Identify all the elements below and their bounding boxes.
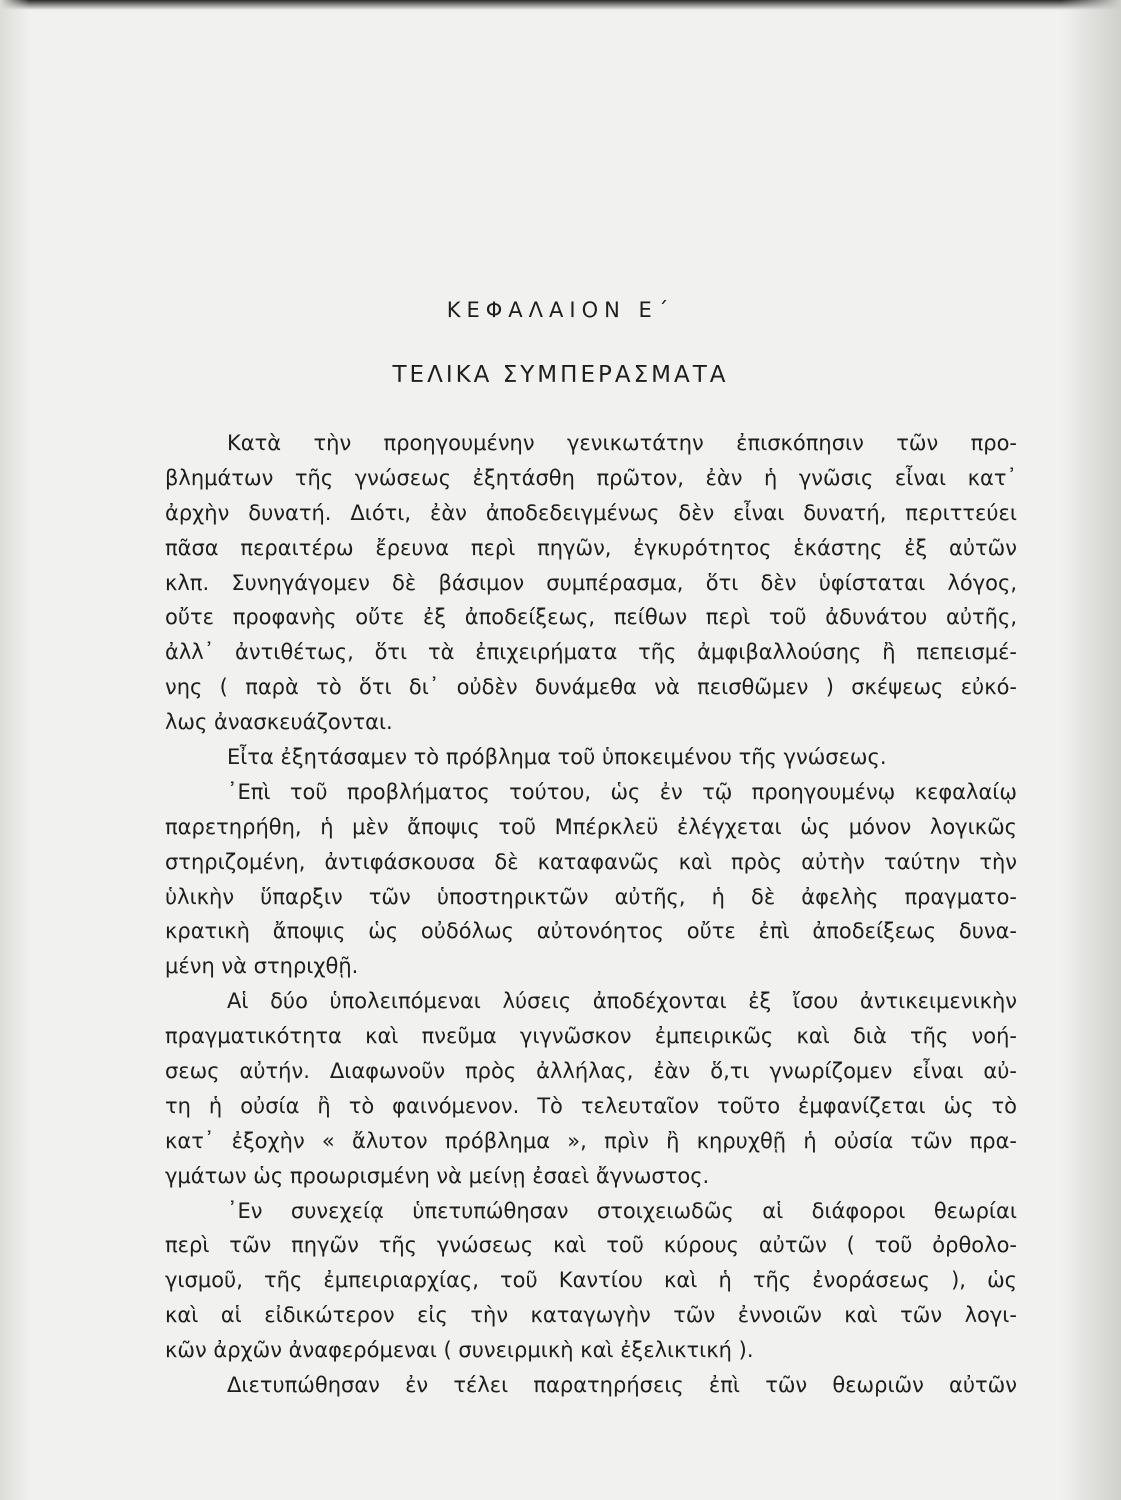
- text-line: κλπ. Συνηγάγομεν δὲ βάσιμον συμπέρασμα, ὅτι δὲν ὑφίσταται λόγος,: [165, 570, 1017, 595]
- chapter-title: ΤΕΛΙΚΑ ΣΥΜΠΕΡΑΣΜΑΤΑ: [392, 362, 729, 388]
- page-shadow-left: [0, 0, 30, 1500]
- text-line: βλημάτων τῆς γνώσεως ἐξητάσθη πρῶτον, ἐὰν ἡ γνῶσις εἶναι κατ᾿: [165, 465, 1017, 490]
- text-line: πᾶσα περαιτέρω ἔρευνα περὶ πηγῶν, ἐγκυρότητος ἑκάστης ἐξ αὐτῶν: [165, 535, 1017, 560]
- text-line: ἀλλ᾿ ἀντιθέτως, ὅτι τὰ ἐπιχειρήματα τῆς ἀμφιβαλλούσης ἢ πεπεισμέ-: [165, 640, 1017, 665]
- text-line: ἀρχὴν δυνατή. Διότι, ἐὰν ἀποδεδειγμένως δὲν εἶναι δυνατή, περιττεύει: [165, 500, 1017, 525]
- text-line: ὑλικὴν ὕπαρξιν τῶν ὑποστηρικτῶν αὐτῆς, ἡ δὲ ἀφελὴς πραγματο-: [165, 884, 1017, 909]
- chapter-label: ΚΕΦΑΛΑΙΟΝ Ε΄: [446, 298, 675, 322]
- text-line: Εἶτα ἐξητάσαμεν τὸ πρόβλημα τοῦ ὑποκειμένου τῆς γνώσεως.: [227, 745, 887, 770]
- text-line: πραγματικότητα καὶ πνεῦμα γιγνῶσκον ἐμπειρικῶς καὶ διὰ τῆς νοή-: [165, 1024, 1017, 1049]
- text-line: Αἱ δύο ὑπολειπόμεναι λύσεις ἀποδέχονται ἐξ ἴσου ἀντικειμενικὴν: [227, 989, 1017, 1014]
- text-line: ᾿Επὶ τοῦ προβλήματος τούτου, ὡς ἐν τῷ προηγουμένῳ κεφαλαίῳ: [227, 779, 1017, 804]
- paragraph: [165, 984, 1017, 1193]
- text-line: γμάτων ὡς προωρισμένη νὰ μείνῃ ἐσαεὶ ἄγνωστος.: [165, 1163, 710, 1188]
- text-line: κρατικὴ ἄποψις ὡς οὐδόλως αὐτονόητος οὔτε ἐπὶ ἀποδείξεως δυνα-: [165, 919, 1017, 944]
- text-line: παρετηρήθη, ἡ μὲν ἄποψις τοῦ Μπέρκλεϋ ἐλέγχεται ὡς μόνον λογικῶς: [165, 814, 1017, 839]
- text-line: σεως αὐτήν. Διαφωνοῦν πρὸς ἀλλήλας, ἐὰν ὅ,τι γνωρίζομεν εἶναι αὐ-: [165, 1059, 1017, 1084]
- text-line: κατ᾿ ἐξοχὴν « ἄλυτον πρόβλημα », πρὶν ἢ κηρυχθῇ ἡ οὐσία τῶν πρα-: [165, 1128, 1017, 1153]
- paragraph: [165, 1368, 1017, 1403]
- text-line: λως ἀνασκευάζονται.: [165, 710, 393, 735]
- text-line: στηριζομένη, ἀντιφάσκουσα δὲ καταφανῶς καὶ πρὸς αὐτὴν ταύτην τὴν: [165, 849, 1017, 874]
- paragraph: [165, 1194, 1017, 1368]
- paragraph: [165, 740, 1017, 984]
- text-line: Διετυπώθησαν ἐν τέλει παρατηρήσεις ἐπὶ τῶν θεωριῶν αὐτῶν: [227, 1373, 1017, 1398]
- page-shadow-right: [1061, 0, 1121, 1500]
- text-line: καὶ αἱ εἰδικώτερον εἰς τὴν καταγωγὴν τῶν ἐννοιῶν καὶ τῶν λογι-: [165, 1303, 1017, 1328]
- page-top-edge: [0, 0, 1121, 10]
- text-line: τη ἡ οὐσία ἢ τὸ φαινόμενον. Τὸ τελευταῖον τοῦτο ἐμφανίζεται ὡς τὸ: [165, 1093, 1017, 1118]
- text-line: μένη νὰ στηριχθῇ.: [165, 954, 359, 979]
- text-line: γισμοῦ, τῆς ἐμπειριαρχίας, τοῦ Καντίου καὶ ἡ τῆς ἐνοράσεως ), ὡς: [165, 1268, 1017, 1293]
- paragraph: [165, 426, 1017, 740]
- text-line: κῶν ἀρχῶν ἀναφερόμεναι ( συνειρμικὴ καὶ ἐξελικτική ).: [165, 1338, 754, 1363]
- text-line: ᾿Εν συνεχείᾳ ὑπετυπώθησαν στοιχειωδῶς αἱ διάφοροι θεωρίαι: [227, 1198, 1017, 1223]
- text-line: Κατὰ τὴν προηγουμένην γενικωτάτην ἐπισκόπησιν τῶν προ-: [227, 431, 1017, 455]
- text-line: νης ( παρὰ τὸ ὅτι δι᾿ οὐδὲν δυνάμεθα νὰ πεισθῶμεν ) σκέψεως εὐκό-: [165, 675, 1017, 700]
- body-text: [165, 426, 1017, 1403]
- text-line: περὶ τῶν πηγῶν τῆς γνώσεως καὶ τοῦ κύρους αὐτῶν ( τοῦ ὀρθολο-: [165, 1233, 1017, 1258]
- text-line: οὔτε προφανὴς οὔτε ἐξ ἀποδείξεως, πείθων περὶ τοῦ ἀδυνάτου αὐτῆς,: [165, 605, 1017, 630]
